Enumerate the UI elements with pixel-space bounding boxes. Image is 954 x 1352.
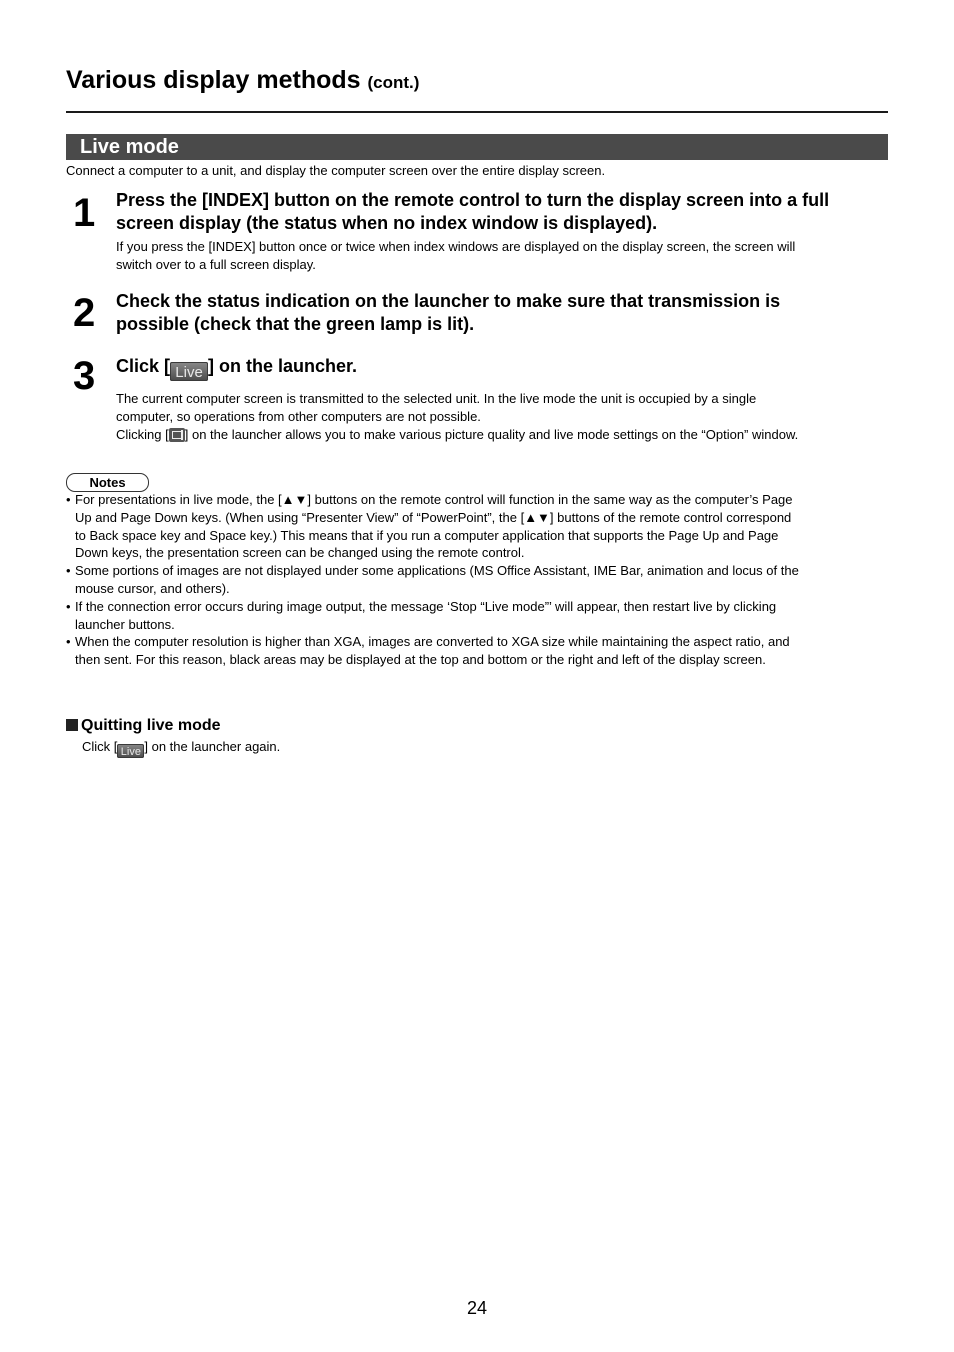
page-number: 24 (466, 1298, 488, 1318)
live-button-icon: Live (170, 362, 208, 381)
option-line-suffix: ] on the launcher allows you to make various picture quality and live mode settings on the “Option” window. (184, 427, 799, 442)
note-line: to Back space key and Space key.) This means that if you run a computer application that supports the Page Up and Page (75, 527, 779, 543)
page-title-text: Various display methods (66, 66, 361, 94)
quitting-suffix: ] on the launcher again. (144, 739, 281, 754)
note-line: mouse cursor, and others). (75, 580, 230, 596)
quitting-heading (66, 716, 221, 736)
quitting-title: Quitting live mode (81, 717, 221, 734)
step-3-body-line: The current computer screen is transmitted to the selected unit. In the live mode the unit is occupied by a single (116, 391, 757, 406)
note-line: launcher buttons. (75, 616, 175, 632)
step-3-heading-prefix: Click [ (116, 356, 171, 376)
step-3-heading-suffix: ] on the launcher. (208, 356, 358, 376)
note-item (66, 633, 888, 669)
square-bullet-icon (66, 719, 78, 731)
option-line-prefix: Clicking [ (116, 427, 169, 442)
section-title: Live mode (80, 136, 179, 158)
step-1-heading-line: screen display (the status when no index window is displayed). (116, 213, 658, 233)
note-line: When the computer resolution is higher than XGA, images are converted to XGA size while maintaining the aspect ratio, and (75, 634, 790, 650)
step-1-heading-line: Press the [INDEX] button on the remote control to turn the display screen into a full (116, 190, 830, 210)
notes-label: Notes (66, 473, 149, 492)
note-line: Down keys, the presentation screen can be changed using the remote control. (75, 545, 525, 561)
step-1-body-line: If you press the [INDEX] button once or twice when index windows are displayed on the display screen, the screen will (116, 239, 796, 254)
section-header-bar (66, 134, 888, 160)
quitting-instruction (82, 738, 280, 758)
note-line: then sent. For this reason, black areas may be displayed at the top and bottom or the right and left of the display screen. (75, 652, 766, 668)
notes-list (66, 491, 888, 669)
step-3-number: 3 (73, 354, 96, 398)
bullet: • (66, 563, 71, 579)
step-3-heading (116, 355, 891, 381)
step-3-body-line: computer, so operations from other computers are not possible. (116, 409, 481, 424)
step-3-option-line (116, 426, 891, 444)
quitting-prefix: Click [ (82, 739, 118, 754)
step-2-heading-line: possible (check that the green lamp is lit). (116, 314, 475, 334)
page-title (66, 66, 419, 95)
step-1-heading (116, 189, 891, 235)
title-rule (66, 111, 888, 113)
step-1-number: 1 (73, 191, 96, 235)
note-item (66, 491, 888, 562)
step-2-heading (116, 290, 891, 336)
bullet: • (66, 598, 71, 614)
step-2-heading-line: Check the status indication on the launcher to make sure that transmission is (116, 291, 781, 311)
note-item (66, 562, 888, 598)
option-settings-icon (169, 428, 185, 442)
note-line: For presentations in live mode, the [▲▼] buttons on the remote control will function in the same way as the computer’s Page (75, 492, 793, 507)
note-line: Up and Page Down keys. (When using “Presenter View” of “PowerPoint”, the [▲▼] buttons of the remote control correspond (75, 509, 792, 525)
step-3-body (116, 390, 891, 444)
note-line: Some portions of images are not displayed under some applications (MS Office Assistant, IME Bar, animation and locus of the (75, 563, 799, 579)
bullet: • (66, 492, 71, 507)
bullet: • (66, 634, 71, 650)
section-intro: Connect a computer to a unit, and display the computer screen over the entire display screen. (66, 163, 606, 178)
note-item (66, 598, 888, 634)
step-1-body (116, 238, 891, 274)
step-2-number: 2 (73, 291, 96, 335)
step-1-body-line: switch over to a full screen display. (116, 257, 316, 272)
page-title-suffix: (cont.) (367, 73, 420, 92)
live-button-icon: Live (117, 744, 144, 758)
note-line: If the connection error occurs during image output, the message ‘Stop “Live mode”’ will appear, then restart live by clicking (75, 598, 777, 614)
